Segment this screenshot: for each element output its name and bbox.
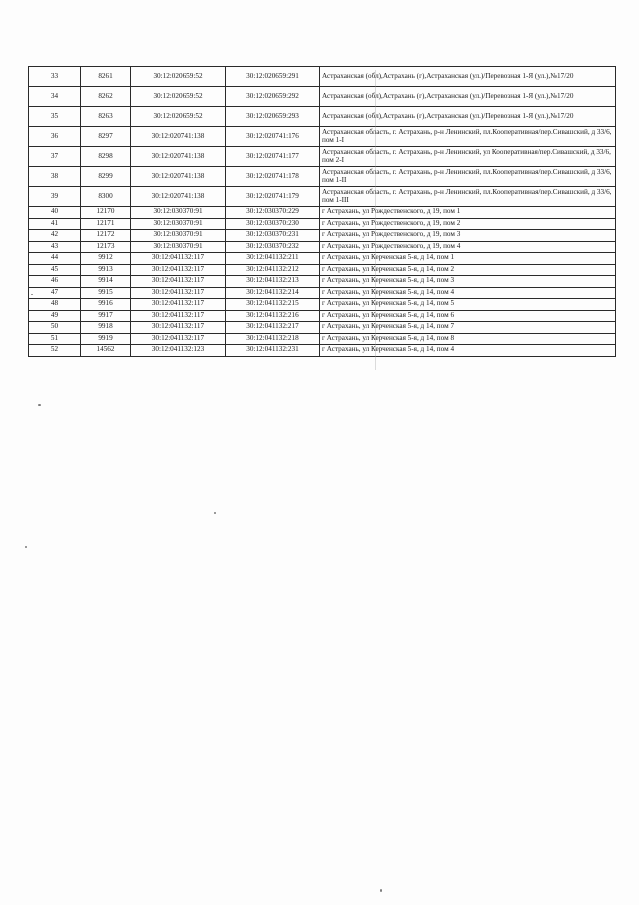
parent-cadastral-number-cell: 30:12:041132:123 bbox=[131, 345, 226, 357]
object-id-cell: 9915 bbox=[81, 287, 131, 299]
address-cell: г Астрахань, ул Рождественского, д 19, пом 4 bbox=[320, 241, 616, 253]
parent-cadastral-number-cell: 30:12:041132:117 bbox=[131, 299, 226, 311]
address-cell: г Астрахань, ул Керченская 5-я, д 14, пом 1 bbox=[320, 253, 616, 265]
address-cell: г Астрахань, ул Рождественского, д 19, пом 1 bbox=[320, 207, 616, 219]
table-row bbox=[29, 253, 616, 265]
cadastral-number-cell: 30:12:020659:292 bbox=[226, 87, 320, 107]
address-cell: Астраханская (обл),Астрахань (г),Астраханская (ул.)/Перевозная 1-Я (ул.),№17/20 bbox=[320, 67, 616, 87]
table-row bbox=[29, 276, 616, 288]
cadastral-number-cell: 30:12:020659:293 bbox=[226, 107, 320, 127]
parent-cadastral-number-cell: 30:12:041132:117 bbox=[131, 264, 226, 276]
table-row bbox=[29, 345, 616, 357]
cadastral-number-cell: 30:12:041132:215 bbox=[226, 299, 320, 311]
row-number-cell: 49 bbox=[29, 310, 81, 322]
row-number-cell: 42 bbox=[29, 230, 81, 242]
table-row bbox=[29, 322, 616, 334]
object-id-cell: 12173 bbox=[81, 241, 131, 253]
row-number-cell: 50 bbox=[29, 322, 81, 334]
cadastral-number-cell: 30:12:041132:231 bbox=[226, 345, 320, 357]
address-cell: г Астрахань, ул Керченская 5-я, д 14, пом 2 bbox=[320, 264, 616, 276]
table-row bbox=[29, 207, 616, 219]
table-row bbox=[29, 333, 616, 345]
cadastral-number-cell: 30:12:030370:231 bbox=[226, 230, 320, 242]
parent-cadastral-number-cell: 30:12:030370:91 bbox=[131, 230, 226, 242]
parent-cadastral-number-cell: 30:12:041132:117 bbox=[131, 276, 226, 288]
parent-cadastral-number-cell: 30:12:030370:91 bbox=[131, 207, 226, 219]
row-number-cell: 43 bbox=[29, 241, 81, 253]
object-id-cell: 12170 bbox=[81, 207, 131, 219]
parent-cadastral-number-cell: 30:12:020659:52 bbox=[131, 87, 226, 107]
parent-cadastral-number-cell: 30:12:041132:117 bbox=[131, 333, 226, 345]
address-cell: Астраханская область, г. Астрахань, р-н Ленинский, пл.Кооперативная/пер.Сивашский, д 33/6, пом 1-II bbox=[320, 167, 616, 187]
table-row bbox=[29, 299, 616, 311]
cadastral-number-cell: 30:12:041132:212 bbox=[226, 264, 320, 276]
object-id-cell: 12171 bbox=[81, 218, 131, 230]
row-number-cell: 38 bbox=[29, 167, 81, 187]
object-id-cell: 8262 bbox=[81, 87, 131, 107]
object-id-cell: 9919 bbox=[81, 333, 131, 345]
object-id-cell: 9917 bbox=[81, 310, 131, 322]
table-row bbox=[29, 67, 616, 87]
parent-cadastral-number-cell: 30:12:020659:52 bbox=[131, 107, 226, 127]
cadastral-number-cell: 30:12:041132:214 bbox=[226, 287, 320, 299]
scan-speck bbox=[214, 512, 216, 514]
row-number-cell: 51 bbox=[29, 333, 81, 345]
cadastral-number-cell: 30:12:041132:216 bbox=[226, 310, 320, 322]
object-id-cell: 9914 bbox=[81, 276, 131, 288]
scan-fold-mark bbox=[375, 70, 376, 370]
object-id-cell: 8263 bbox=[81, 107, 131, 127]
cadastral-number-cell: 30:12:020659:291 bbox=[226, 67, 320, 87]
cadastral-number-cell: 30:12:020741:178 bbox=[226, 167, 320, 187]
table-row bbox=[29, 218, 616, 230]
row-number-cell: 36 bbox=[29, 127, 81, 147]
address-cell: г Астрахань, ул Рождественского, д 19, пом 2 bbox=[320, 218, 616, 230]
row-number-cell: 40 bbox=[29, 207, 81, 219]
parent-cadastral-number-cell: 30:12:020741:138 bbox=[131, 187, 226, 207]
table-row bbox=[29, 287, 616, 299]
row-number-cell: 37 bbox=[29, 147, 81, 167]
address-cell: г Астрахань, ул Керченская 5-я, д 14, пом 3 bbox=[320, 276, 616, 288]
parent-cadastral-number-cell: 30:12:020741:138 bbox=[131, 127, 226, 147]
cadastral-number-cell: 30:12:030370:232 bbox=[226, 241, 320, 253]
cadastral-number-cell: 30:12:041132:211 bbox=[226, 253, 320, 265]
address-cell: Астраханская область, г. Астрахань, р-н Ленинский, пл.Кооперативная/пер.Сивашский, д 33/6, пом 1-I bbox=[320, 127, 616, 147]
address-cell: г Астрахань, ул Керченская 5-я, д 14, пом 8 bbox=[320, 333, 616, 345]
scan-speck bbox=[380, 889, 382, 892]
row-number-cell: 35 bbox=[29, 107, 81, 127]
object-id-cell: 14562 bbox=[81, 345, 131, 357]
object-id-cell: 8297 bbox=[81, 127, 131, 147]
address-cell: г Астрахань, ул Керченская 5-я, д 14, пом 5 bbox=[320, 299, 616, 311]
table-row bbox=[29, 127, 616, 147]
address-cell: г Астрахань, ул Керченская 5-я, д 14, пом 6 bbox=[320, 310, 616, 322]
table-row bbox=[29, 87, 616, 107]
registry-table-body bbox=[29, 67, 616, 357]
table-row bbox=[29, 241, 616, 253]
table-row bbox=[29, 147, 616, 167]
table-row bbox=[29, 187, 616, 207]
parent-cadastral-number-cell: 30:12:041132:117 bbox=[131, 310, 226, 322]
parent-cadastral-number-cell: 30:12:030370:91 bbox=[131, 218, 226, 230]
address-cell: г Астрахань, ул Керченская 5-я, д 14, пом 4 bbox=[320, 287, 616, 299]
row-number-cell: 46 bbox=[29, 276, 81, 288]
table-row bbox=[29, 167, 616, 187]
scan-speck bbox=[38, 404, 41, 406]
scan-speck bbox=[31, 294, 33, 295]
address-cell: Астраханская область, г. Астрахань, р-н Ленинский, ул Кооперативная/пер.Сивашский, д 33/6, пом 2-I bbox=[320, 147, 616, 167]
cadastral-number-cell: 30:12:020741:179 bbox=[226, 187, 320, 207]
parent-cadastral-number-cell: 30:12:020659:52 bbox=[131, 67, 226, 87]
object-id-cell: 9918 bbox=[81, 322, 131, 334]
row-number-cell: 48 bbox=[29, 299, 81, 311]
cadastral-number-cell: 30:12:030370:230 bbox=[226, 218, 320, 230]
address-cell: г Астрахань, ул Керченская 5-я, д 14, пом 7 bbox=[320, 322, 616, 334]
cadastral-number-cell: 30:12:020741:176 bbox=[226, 127, 320, 147]
table-row bbox=[29, 107, 616, 127]
object-id-cell: 9916 bbox=[81, 299, 131, 311]
parent-cadastral-number-cell: 30:12:020741:138 bbox=[131, 167, 226, 187]
object-id-cell: 8299 bbox=[81, 167, 131, 187]
parent-cadastral-number-cell: 30:12:041132:117 bbox=[131, 253, 226, 265]
row-number-cell: 44 bbox=[29, 253, 81, 265]
object-id-cell: 8298 bbox=[81, 147, 131, 167]
object-id-cell: 12172 bbox=[81, 230, 131, 242]
object-id-cell: 8261 bbox=[81, 67, 131, 87]
cadastral-number-cell: 30:12:041132:217 bbox=[226, 322, 320, 334]
table-row bbox=[29, 264, 616, 276]
cadastral-number-cell: 30:12:020741:177 bbox=[226, 147, 320, 167]
row-number-cell: 33 bbox=[29, 67, 81, 87]
property-registry-table bbox=[28, 66, 616, 357]
table-row bbox=[29, 310, 616, 322]
object-id-cell: 9912 bbox=[81, 253, 131, 265]
parent-cadastral-number-cell: 30:12:041132:117 bbox=[131, 287, 226, 299]
address-cell: г Астрахань, ул Керченская 5-я, д 14, пом 4 bbox=[320, 345, 616, 357]
table-row bbox=[29, 230, 616, 242]
row-number-cell: 52 bbox=[29, 345, 81, 357]
cadastral-number-cell: 30:12:041132:213 bbox=[226, 276, 320, 288]
cadastral-number-cell: 30:12:041132:218 bbox=[226, 333, 320, 345]
row-number-cell: 41 bbox=[29, 218, 81, 230]
parent-cadastral-number-cell: 30:12:030370:91 bbox=[131, 241, 226, 253]
row-number-cell: 34 bbox=[29, 87, 81, 107]
address-cell: Астраханская (обл),Астрахань (г),Астраханская (ул.)/Перевозная 1-Я (ул.),№17/20 bbox=[320, 87, 616, 107]
object-id-cell: 8300 bbox=[81, 187, 131, 207]
row-number-cell: 45 bbox=[29, 264, 81, 276]
scan-speck bbox=[25, 546, 27, 548]
object-id-cell: 9913 bbox=[81, 264, 131, 276]
address-cell: Астраханская (обл),Астрахань (г),Астраханская (ул.)/Перевозная 1-Я (ул.),№17/20 bbox=[320, 107, 616, 127]
row-number-cell: 47 bbox=[29, 287, 81, 299]
row-number-cell: 39 bbox=[29, 187, 81, 207]
cadastral-number-cell: 30:12:030370:229 bbox=[226, 207, 320, 219]
parent-cadastral-number-cell: 30:12:041132:117 bbox=[131, 322, 226, 334]
parent-cadastral-number-cell: 30:12:020741:138 bbox=[131, 147, 226, 167]
address-cell: Астраханская область, г. Астрахань, р-н Ленинский, пл.Кооперативная/пер.Сивашский, д 33/6, пом 1-III bbox=[320, 187, 616, 207]
address-cell: г Астрахань, ул Рождественского, д 19, пом 3 bbox=[320, 230, 616, 242]
